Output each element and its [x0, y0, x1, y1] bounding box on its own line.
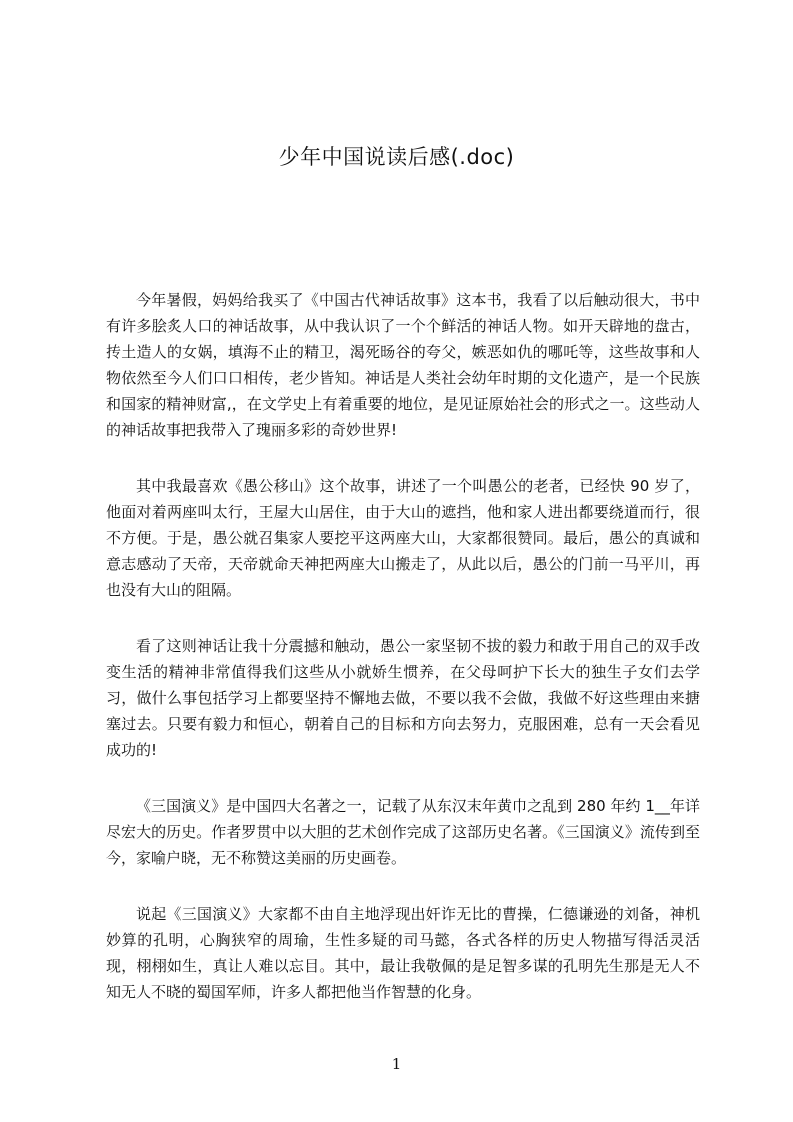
paragraph-2: 其中我最喜欢《愚公移山》这个故事，讲述了一个叫愚公的老者，已经快 90 岁了，他面对着两座叫太行，王屋大山居住，由于大山的遮挡，他和家人进出都要绕道而行，很不方便。于是，愚公就召集家人要挖平这两座大山，大家都很赞同。最后，愚公的真诚和意志感动了天帝，天帝就命天神把两座大山搬走了，从此以后，愚公的门前一马平川，再也没有大山的阻隔。 — [106, 477, 700, 599]
document-title: 少年中国说读后感(.doc) — [278, 145, 515, 169]
document-body — [106, 287, 700, 1035]
paragraph-4: 《三国演义》是中国四大名著之一，记载了从东汉末年黄巾之乱到 280 年约 1__年详尽宏大的历史。作者罗贯中以大胆的艺术创作完成了这部历史名著。《三国演义》流传到至今，家喻户晓，无不称赞这美丽的历史画卷。 — [106, 797, 700, 867]
paragraph-1: 今年暑假，妈妈给我买了《中国古代神话故事》这本书，我看了以后触动很大，书中有许多脍炙人口的神话故事，从中我认识了一个个鲜活的神话人物。如开天辟地的盘古，抟土造人的女娲，填海不止的精卫，渴死旸谷的夸父，嫉恶如仇的哪吒等，这些故事和人物依然至今人们口口相传，老少皆知。神话是人类社会幼年时期的文化遗产，是一个民族和国家的精神财富,，在文学史上有着重要的地位，是见证原始社会的形式之一。这些动人的神话故事把我带入了瑰丽多彩的奇妙世界! — [106, 291, 700, 439]
paragraph-3: 看了这则神话让我十分震撼和触动，愚公一家坚韧不拔的毅力和敢于用自己的双手改变生活的精神非常值得我们这些从小就娇生惯养，在父母呵护下长大的独生子女们去学习，做什么事包括学习上都要坚持不懈地去做，不要以我不会做，我做不好这些理由来搪塞过去。只要有毅力和恒心，朝着自己的目标和方向去努力，克服困难，总有一天会看见成功的! — [106, 637, 700, 759]
page-number: 1 — [391, 1055, 402, 1073]
paragraph-5: 说起《三国演义》大家都不由自主地浮现出奸诈无比的曹操，仁德谦逊的刘备，神机妙算的孔明，心胸狭窄的周瑜，生性多疑的司马懿，各式各样的历史人物描写得活灵活现，栩栩如生，真让人难以忘目。其中，最让我敬佩的是足智多谋的孔明先生那是无人不知无人不晓的蜀国军师，许多人都把他当作智慧的化身。 — [106, 905, 700, 1001]
